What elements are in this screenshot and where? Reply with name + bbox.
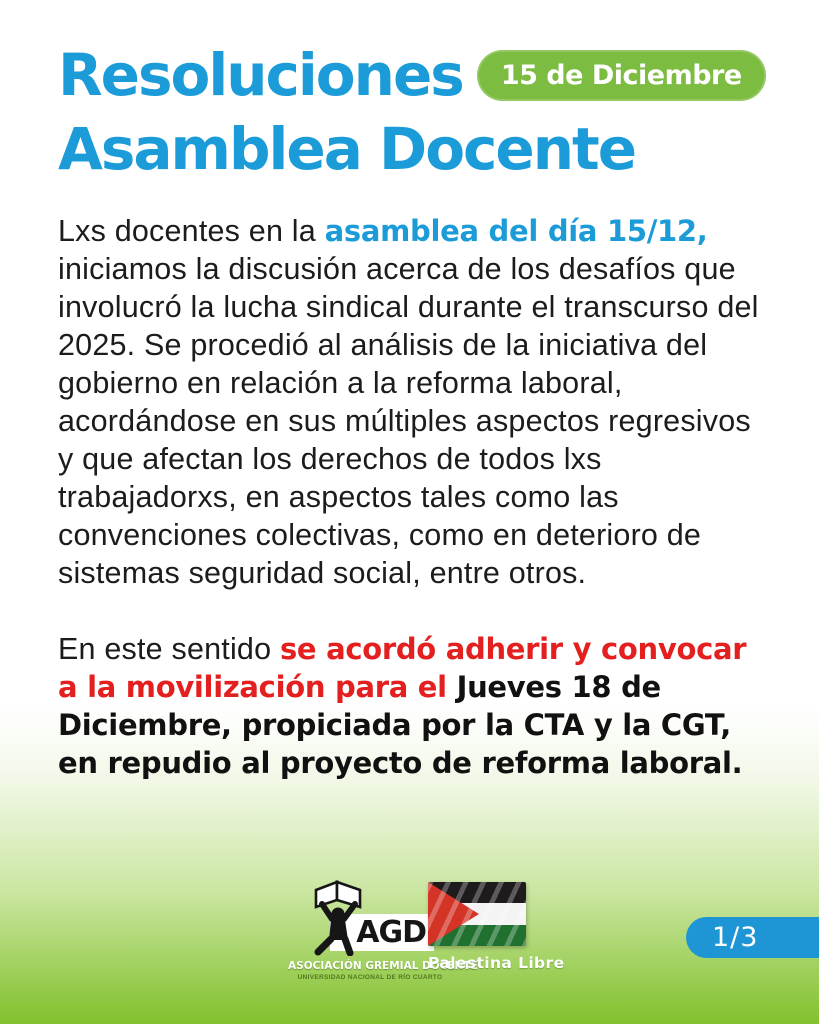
palestine-block bbox=[428, 882, 565, 972]
palestine-flag-icon bbox=[428, 882, 526, 946]
flag-wave-sheen bbox=[428, 882, 526, 946]
title-row bbox=[58, 38, 779, 112]
header bbox=[58, 38, 779, 186]
p1-rest-text: iniciamos la discusión acerca de los desafíos que involucró la lucha sindical durante el transcurso del 2025. Se procedió al análisis de la iniciativa del gobierno en relación a la reforma laboral, acordándose en sus múltiples aspectos regresivos y que afectan los derechos de todos lxs trabajadorxs, en aspectos tales como las convenciones colectivas, como en deterioro de sistemas seguridad social, entre otros. bbox=[58, 252, 759, 590]
p2-red-highlight: se acordó adherir y convocar a la movilización para el bbox=[58, 632, 747, 704]
palestine-libre-label: Palestina Libre bbox=[428, 954, 565, 972]
p2-intro-text: En este sentido bbox=[58, 632, 280, 666]
page-title-line1: Resoluciones bbox=[58, 41, 463, 109]
agd-university-label: UNIVERSIDAD NACIONAL DE RÍO CUARTO bbox=[297, 974, 443, 981]
paragraph-mobilization bbox=[58, 630, 764, 782]
page-indicator-text: 1/3 bbox=[712, 922, 759, 953]
paragraph-resolutions bbox=[58, 212, 764, 592]
p1-assembly-date-highlight: asamblea del día 15/12, bbox=[324, 214, 708, 248]
p2-bold-date-text: Jueves 18 de Diciembre, propiciada por la CTA y la CGT, en repudio al proyecto de reforma laboral. bbox=[58, 670, 743, 780]
page-indicator-badge bbox=[686, 917, 819, 958]
page-title-line2: Asamblea Docente bbox=[58, 115, 636, 183]
agd-full-name-label: ASOCIACIÓN GREMIAL DOCENTE bbox=[288, 960, 478, 972]
agd-figure-book-icon bbox=[310, 874, 366, 956]
agd-logo bbox=[288, 874, 478, 982]
p1-intro-text: Lxs docentes en la bbox=[58, 214, 325, 248]
agd-acronym-label: AGD bbox=[356, 915, 426, 950]
date-badge: 15 de Diciembre bbox=[477, 50, 766, 101]
body-content bbox=[58, 212, 764, 782]
